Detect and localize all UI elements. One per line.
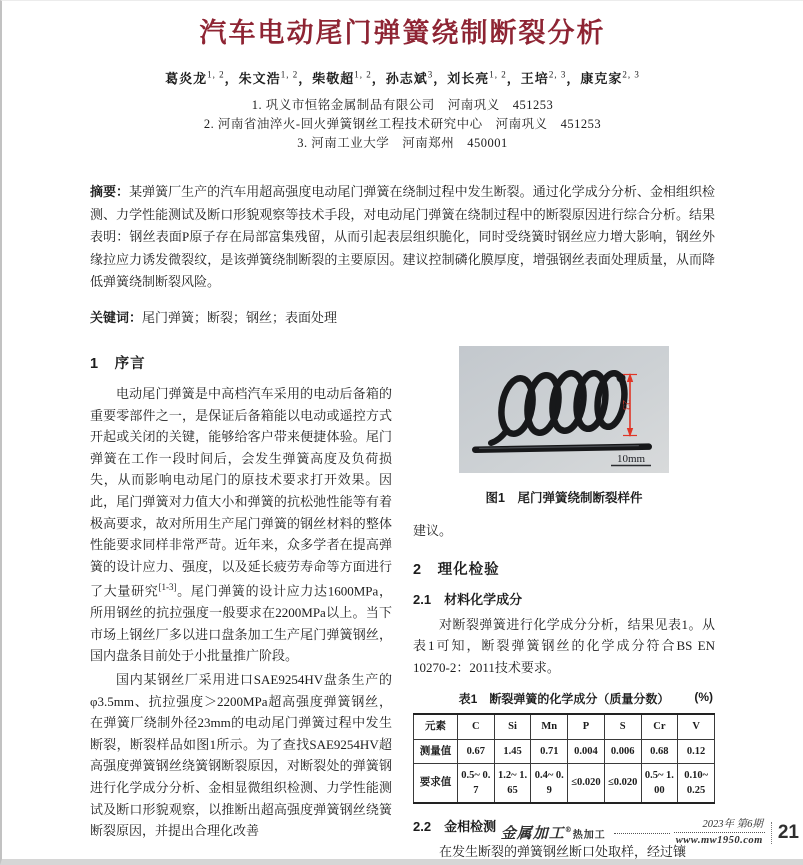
table-cell: 0.5~ 0.7: [458, 763, 495, 803]
author-affiliation-sup: 2, 3: [548, 69, 567, 80]
table-cell: 0.5~ 1.00: [641, 763, 678, 803]
table-1: [413, 713, 715, 804]
table-cell: 0.006: [604, 739, 641, 763]
affiliation-line: 2. 河南省油淬火-回火弹簧钢丝工程技术研究中心 河南巩义 451253: [203, 117, 602, 131]
table-row: [414, 739, 715, 763]
table1-header-row: [414, 714, 715, 739]
author-name: 孙志斌$^3$: [385, 69, 434, 86]
section-2-1-paragraph: 对断裂弹簧进行化学成分分析，结果见表1。从表1可知，断裂弹簧钢丝的化学成分符合BS EN 10270-2：2011技术要求。: [413, 616, 715, 675]
page-content: [2, 1, 803, 865]
abstract-text: 某弹簧厂生产的汽车用超高强度电动尾门弹簧在绕制过程中发生断裂。通过化学成分分析、金相组织检测、力学性能测试及断口形貌观察等技术手段，对电动尾门弹簧在绕制过程中的断裂原因进行综合分析。结果表明：钢丝表面P原子存在局部富集残留，从而引起表层组织脆化，同时受绕簧时钢丝应力增大影响，钢丝外缘拉应力诱发微裂纹，是该弹簧绕制断裂的主要原因。建议控制磷化膜厚度，增强钢丝表面处理质量，从而降低弹簧绕制断裂风险。: [90, 184, 715, 289]
table-1-caption-text: 表1 断裂弹簧的化学成分（质量分数）: [458, 692, 670, 707]
table1-column-header: P: [568, 714, 605, 739]
table1-body: [414, 739, 715, 803]
scale-label: 10mm: [616, 453, 646, 465]
intro-paragraph-1: [90, 383, 392, 667]
author-name: 王培$^{2, 3}$: [520, 69, 567, 86]
table-1-caption-unit: (%): [694, 690, 713, 705]
keywords-line: [90, 307, 715, 330]
table-cell: 1.45: [494, 739, 531, 763]
author-name: 柴敬超$^{1, 2}$: [312, 69, 372, 86]
table-cell: ≤0.020: [568, 763, 605, 803]
page-number: 21: [771, 822, 799, 844]
intro-paragraph-2: 国内某钢丝厂采用进口SAE9254HV盘条生产的φ3.5mm、抗拉强度＞2200MPa超高强度弹簧钢丝，在弹簧厂绕制外径23mm的电动尾门弹簧过程中发生断裂，断裂样品如图1所示。为了查找SAE9254HV超高强度弹簧钢丝绕簧钢断裂原因，对断裂处的弹簧钢进行化学成分分析、金相显微组织检测、力学性能测试及断口形貌观察，以推断出超高强度弹簧钢丝绕簧断裂原因，并提出合理化改善: [90, 672, 392, 839]
section-2-2-paragraph: 在发生断裂的弹簧钢丝断口处取样，经过镶: [439, 844, 687, 860]
author-name: 刘长亮$^{1, 2}$: [447, 69, 507, 86]
author-name: 葛炎龙$^{1, 2}$: [165, 69, 225, 86]
journal-logo: [501, 822, 606, 843]
keywords-text: 尾门弹簧；断裂；钢丝；表面处理: [142, 309, 338, 325]
right-column: [413, 342, 715, 865]
section-2-1-heading: 2.1 材料化学成分: [413, 591, 523, 607]
table-cell: 0.12: [678, 739, 715, 763]
author-affiliation-sup: 1, 2: [354, 69, 372, 80]
table1-column-header: 元素: [414, 714, 458, 739]
two-column-body: [90, 342, 715, 865]
author-name: 朱文浩$^{1, 2}$: [238, 69, 299, 86]
table-cell: 0.4~ 0.9: [531, 763, 568, 803]
section-1-heading: 1 序言: [90, 356, 146, 372]
table-cell: 0.10~ 0.25: [678, 763, 715, 803]
table-cell: 1.2~ 1.65: [494, 763, 531, 803]
table1-column-header: Cr: [641, 714, 678, 739]
affiliation-line: 1. 巩义市恒铭金属制品有限公司 河南巩义 451253: [251, 98, 554, 112]
table-row: [414, 763, 715, 803]
keywords-label: 关键词：: [90, 309, 143, 325]
figure-1-caption: 图1 尾门弹簧绕制断裂样件: [485, 491, 643, 505]
page-footer: [501, 818, 799, 847]
author-affiliation-sup: 2, 3: [622, 69, 640, 80]
table-row-label: 要求值: [414, 763, 458, 803]
table-cell: 0.68: [641, 739, 678, 763]
table-cell: 0.67: [458, 739, 495, 763]
table1-column-header: V: [678, 714, 715, 739]
dimension-label: 23: [620, 400, 631, 410]
author-affiliation-sup: 1, 2: [280, 69, 299, 80]
journal-website: www.mw1950.com: [675, 835, 763, 846]
abstract-paragraph: [90, 181, 715, 294]
affiliation-line: 3. 河南工业大学 河南郑州 450001: [297, 136, 508, 150]
dotted-leader: [614, 832, 670, 834]
table-cell: 0.71: [531, 739, 568, 763]
issue-label: 2023年 第6期: [702, 819, 763, 830]
continuation-paragraph: 建议。: [413, 523, 453, 538]
paragraph-text: 电动尾门弹簧是中高档汽车采用的电动后备箱的重要零部件之一，是保证后备箱能以电动或遥控方式开起或关闭的关键，能够给客户带来便捷体验。尾门弹簧在工作一段时间后，会发生弹簧高度及负荷损失，从而影响电动尾门的原技术要求打开效果。因此，尾门弹簧对力值大小和弹簧的抗松弛性能等有着极高要求，故对所用生产尾门弹簧的钢丝材料的整体性能要求同样非常严苛。近年来，众多学者在提高弹簧的设计应力、强度，以及延长疲劳寿命等方面进行了大量研究: [90, 386, 392, 599]
reference-sup: [1-3]: [158, 582, 177, 593]
affiliations: [90, 96, 715, 153]
table-cell: 0.004: [568, 739, 605, 763]
table-1-caption: [413, 690, 715, 707]
author-name: 康克家$^{2, 3}$: [580, 69, 640, 86]
abstract-label: 摘要：: [90, 184, 130, 199]
section-2-2-heading: 2.2 金相检测: [413, 819, 497, 835]
page-title: 汽车电动尾门弹簧绕制断裂分析: [199, 18, 606, 48]
left-column: [90, 342, 392, 865]
table1-column-header: C: [458, 714, 495, 739]
author-affiliation-sup: 3: [427, 69, 434, 80]
table1-column-header: Mn: [531, 714, 568, 739]
scale-bar: [611, 453, 651, 466]
figure-1: [413, 346, 715, 506]
table-row-label: 测量值: [414, 739, 458, 763]
registered-mark-icon: ®: [564, 825, 573, 834]
journal-logo-sub: 热加工: [572, 830, 606, 841]
issue-block: [674, 818, 765, 847]
table1-column-header: S: [604, 714, 641, 739]
author-affiliation-sup: 1, 2: [489, 69, 507, 80]
spring-photo: [459, 346, 669, 473]
authors-line: 葛炎龙$^{1, 2}$，朱文浩$^{1, 2}$，柴敬超$^{1, 2}$，孙志斌$^3$，刘长亮$^{1, 2}$，王培$^{2, 3}$，康克家$^{2, 3}$: [165, 69, 640, 86]
section-2-heading: 2 理化检验: [413, 561, 500, 578]
paragraph-text: 。尾门弹簧的设计应力达1600MPa，所用钢丝的抗拉强度一般要求在2200MPa以上。当下市场上钢丝厂多以进口盘条加工生产尾门弹簧钢丝，国内盘条目前处于小批量推广阶段。: [90, 583, 392, 664]
journal-logo-main: 金属加工: [500, 824, 565, 842]
author-affiliation-sup: 1, 2: [207, 69, 225, 80]
table-cell: ≤0.020: [604, 763, 641, 803]
table1-column-header: Si: [494, 714, 531, 739]
